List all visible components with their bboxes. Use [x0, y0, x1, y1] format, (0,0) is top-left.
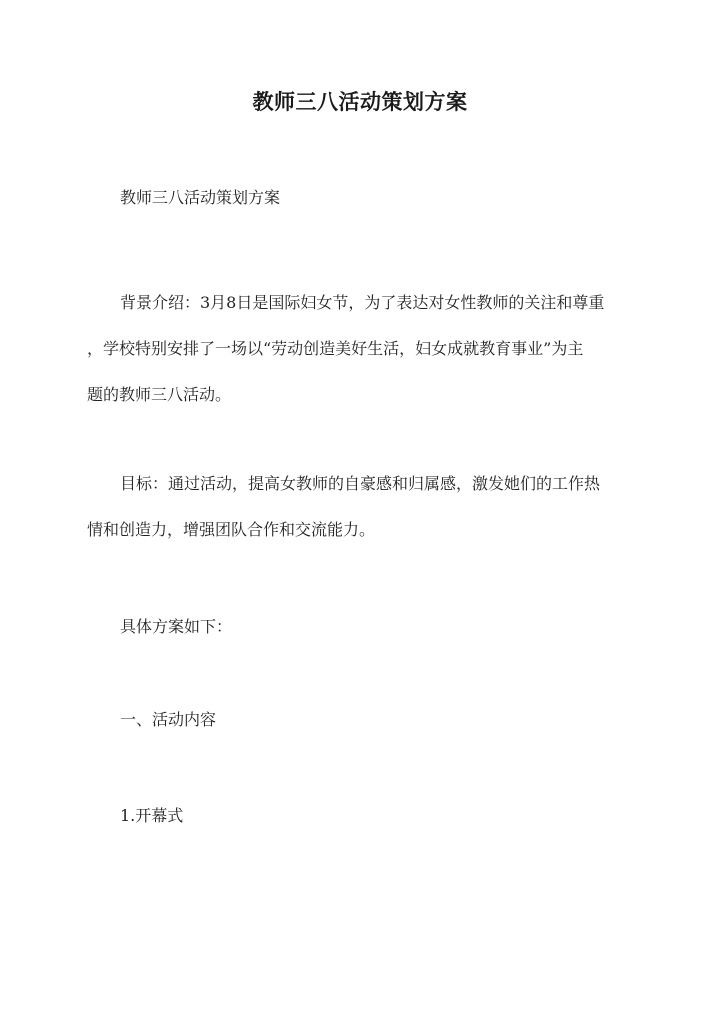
goal-line-2: 情和创造力，增强团队合作和交流能力。	[87, 520, 376, 539]
background-line-2: ，学校特别安排了一场以“劳动创造美好生活，妇女成就教育事业”为主	[87, 339, 584, 358]
document-title: 教师三八活动策划方案	[252, 89, 468, 114]
background-line-3: 题的教师三八活动。	[87, 385, 232, 404]
goal-paragraph	[87, 461, 635, 553]
goal-line-1: 目标：通过活动，提高女教师的自豪感和归属感，激发她们的工作热	[120, 474, 601, 493]
subtitle-paragraph: 教师三八活动策划方案	[120, 188, 281, 207]
item-opening-ceremony: 1.开幕式	[120, 806, 184, 825]
section-heading-activity-content: 一、活动内容	[120, 710, 217, 729]
background-paragraph	[87, 280, 635, 418]
background-line-1: 背景介绍：3月8日是国际妇女节，为了表达对女性教师的关注和尊重	[120, 293, 605, 312]
plan-intro-paragraph: 具体方案如下：	[120, 617, 233, 636]
